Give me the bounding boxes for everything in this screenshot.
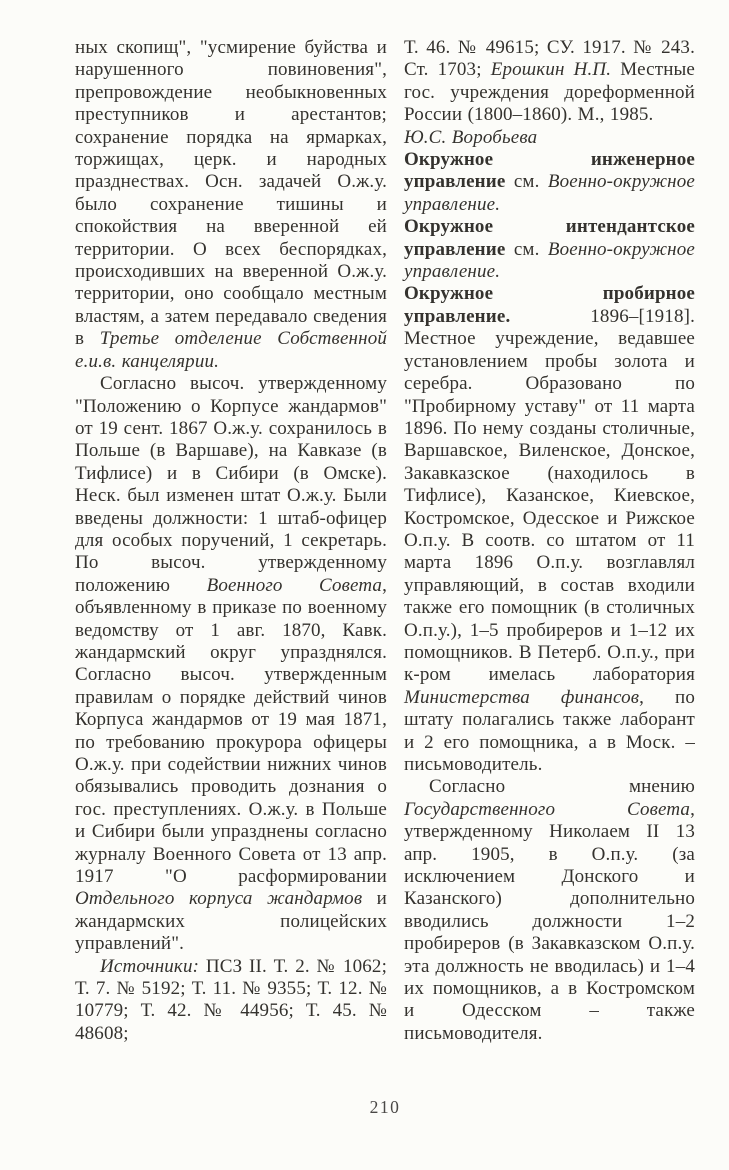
text-run: ных скопищ", "усмирение буйства и нарушенного повиновения", препровождение необыкновенных преступников и арестантов; сохранение порядка на ярмарках, торжищах, церк. и народных празднествах. Осн. задачей О.ж.у. было сохранение тишины и спокойствия на вверенной ей территории. О всех беспорядках, происходивших на вверенной О.ж.у. территории, оно сообщало местным властям, а затем передавало сведения в [75,37,387,350]
right-column [404,37,695,1045]
text-run: , по штату полагались также лаборант и 2 его помощника, а в Моск. – письмоводитель. [404,686,695,775]
entry-okruzhnoe-inzhenernoe-upravlenie [404,149,695,216]
text-run: Т. 46. № 49615; СУ. 1917. № 243. Ст. 1703; [404,37,695,81]
text-run: Согласно мнению [429,776,695,798]
text-run: Отдельного корпуса жандармов [75,888,363,910]
page-number: 210 [369,1097,401,1117]
text-run: Военного Совета [206,574,383,596]
text-run: Третье отделение Собственной е.и.в. канцелярии. [75,328,387,372]
text-run: Государственного Совета [404,798,691,820]
sources-note-continued [404,37,695,127]
text-run: Военно-окружное управление. [404,171,695,215]
text-run: и жандармских полицейских управлений". [75,888,387,955]
paragraph-ozu-duties-continuation [75,37,387,373]
text-run: Окружное инженерное управление [404,149,695,193]
text-run: ПСЗ II. Т. 2. № 1062; Т. 7. № 5192; Т. 11. № 9355; Т. 12. № 10779; Т. 42. № 44956; Т. 45. № 48608; [75,955,387,1044]
text-run: см. [513,238,548,260]
entry-okruzhnoe-probirnoe-upravlenie [404,283,695,776]
text-run: Согласно высоч. утвержденному "Положению о Корпусе жандармов" от 19 сент. 1867 О.ж.у. сохранилось в Польше (в Варшаве), на Кавказе (в Тифлисе) и в Сибири (в Омске). Неск. был изменен штат О.ж.у. Были введены должности: 1 штаб-офицер для особых поручений, 1 секретарь. По высоч. утвержденному положению [75,373,387,596]
text-run: , объявленному в приказе по военному ведомству от 1 авг. 1870, Кавк. жандармский округ упразднялся. Согласно высоч. утвержденным правилам о порядке действий чинов Корпуса жандармов от 19 мая 1871, по требованию прокурора офицеры О.ж.у. при содействии нижних чинов обязывались проводить дознания о гос. преступлениях. О.ж.у. в Польше и Сибири были упразднены согласно журналу Военного Совета от 13 апр. 1917 "О расформировании [75,574,387,888]
text-run: Военно-окружное управление. [404,238,695,283]
left-column [75,37,387,1045]
text-run: Ерошкин Н.П. [490,59,612,81]
paragraph-opu-1905-changes [404,776,695,1045]
paragraph-ozu-history [75,373,387,956]
text-run: 1896–[1918]. Местное учреждение, ведавшее установлением пробы золота и серебра. Образовано по "Пробирному уставу" от 11 марта 1896. По нему созданы столичные, Варшавское, Виленское, Донское, Закавказское (находилось в Тифлисе), Казанское, Киевское, Костромское, Одесское и Рижское О.п.у. В соотв. со штатом от 11 марта 1896 О.п.у. возглавлял управляющий, в состав входили также его помощник (в столичных О.п.у.), 1–5 пробиреров и 1–12 их помощников. В Петерб. О.п.у., при к-ром имелась лаборатория [404,305,695,686]
text-run: Местные гос. учреждения дореформенной России (1800–1860). М., 1985. [404,59,696,126]
text-run: Окружное интендантское управление [404,216,695,260]
sources-note [75,956,387,1046]
text-run: Ю.С. Воробьева [404,126,538,148]
author-signature [404,127,695,149]
text-run: см. [513,171,548,193]
page-content [75,37,695,1045]
text-run: , утвержденному Николаем II 13 апр. 1905, в О.п.у. (за исключением Донского и Казанского) дополнительно вводились должности 1–2 пробиреров (в Закавказском О.п.у. эта должность не вводилась) и 1–4 их помощников, а в Костромском и Одесском – также письмоводителя. [404,798,695,1044]
text-run: Окружное пробирное управление. [404,283,695,327]
entry-okruzhnoe-intendantskoe-upravlenie [404,216,695,283]
text-run: Источники: [100,955,200,977]
text-run: Министерства финансов [404,686,640,708]
